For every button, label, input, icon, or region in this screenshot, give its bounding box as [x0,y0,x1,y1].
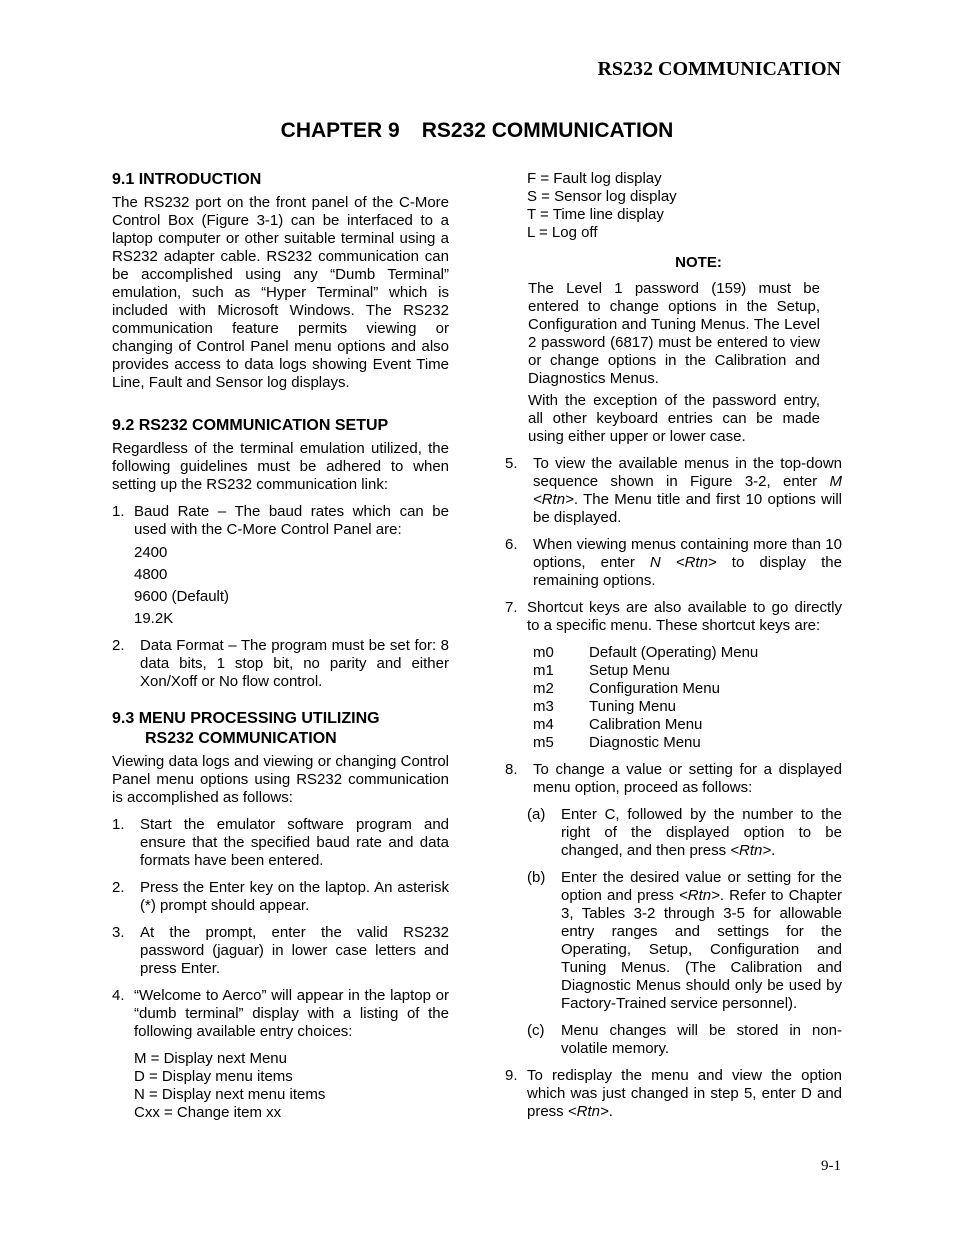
step-3 [112,924,449,978]
left-column [112,170,449,1122]
list-item-text: At the prompt, enter the valid RS232 password (jaguar) in lower case letters and press Enter. [140,924,449,977]
baud-rate-item: 2400 [134,544,168,561]
menu-processing-paragraph: Viewing data logs and viewing or changing Control Panel menu options using RS232 communication is accomplished as follows: [112,753,449,806]
list-marker: 1. [112,503,125,520]
entry-choices-list-continued [505,170,842,242]
baud-rate-list [112,544,449,628]
list-item-text: Enter C, followed by the number to the right of the displayed option to be changed, and then press <Rtn>. [561,806,842,859]
entry-choice: S = Sensor log display [527,188,677,205]
entry-choice: Cxx = Change item xx [134,1104,282,1121]
shortcut-row [533,644,842,662]
list-marker: (b) [527,869,546,886]
list-marker: 2. [112,637,125,654]
shortcut-key: m4 [533,716,554,733]
section-heading-introduction: 9.1 INTRODUCTION [112,171,262,188]
entry-choice: F = Fault log display [527,170,662,187]
entry-choice: L = Log off [527,224,598,241]
shortcut-row [533,734,842,752]
list-marker: 7. [505,599,518,616]
baud-rate-item: 4800 [134,566,168,583]
note-paragraph: The Level 1 password (159) must be entered to change options in the Setup, Configuration and Tuning Menus. The Level 2 password (6817) must be entered to view or change options in the Calibration and Diagnostics Menus. [528,280,820,387]
list-item-text: “Welcome to Aerco” will appear in the laptop or “dumb terminal” display with a listing of the following available entry choices: [134,987,449,1040]
list-marker: 3. [112,924,125,941]
shortcut-menu: Diagnostic Menu [589,734,701,751]
list-marker: 5. [505,455,518,472]
shortcut-menu: Setup Menu [589,662,670,679]
step-4 [112,987,449,1041]
setup-item-baud-rate [112,503,449,539]
list-item-text: Data Format – The program must be set for: 8 data bits, 1 stop bit, no parity and either Xon/Xoff or No flow control. [140,637,449,690]
shortcut-key: m0 [533,644,554,661]
list-item-text: Menu changes will be stored in non-volatile memory. [561,1022,842,1057]
introduction-paragraph: The RS232 port on the front panel of the C-More Control Box (Figure 3-1) can be interfaced to a laptop computer or other suitable terminal using a RS232 adapter cable. RS232 communication can be accomplished using any “Dumb Terminal” emulation, such as “Hyper Terminal” which is included with Microsoft Windows. The RS232 communication feature permits viewing or changing of Control Panel menu options and also provides access to data logs showing Event Time Line, Fault and Sensor log displays. [112,194,449,391]
substep-c [527,1022,842,1058]
shortcut-row [533,698,842,716]
shortcut-key: m1 [533,662,554,679]
list-marker: 1. [112,816,125,833]
shortcut-row [533,716,842,734]
section-heading-setup: 9.2 RS232 COMMUNICATION SETUP [112,417,389,434]
entry-choice: M = Display next Menu [134,1050,287,1067]
section-heading-menu-processing: 9.3 MENU PROCESSING UTILIZING RS232 COMMUNICATION [112,710,380,747]
step-8-substeps [505,806,842,1058]
list-marker: 4. [112,987,125,1004]
shortcut-row [533,680,842,698]
shortcut-menu: Configuration Menu [589,680,720,697]
setup-paragraph: Regardless of the terminal emulation utilized, the following guidelines must be adhered to when setting up the RS232 communication link: [112,440,449,493]
setup-item-data-format [112,637,449,691]
shortcut-menu: Default (Operating) Menu [589,644,759,661]
step-2 [112,879,449,915]
shortcut-key: m3 [533,698,554,715]
step-8 [505,761,842,797]
list-item-text: Start the emulator software program and ensure that the specified baud rate and data formats have been entered. [140,816,449,869]
shortcut-menu: Calibration Menu [589,716,703,733]
chapter-name: RS232 COMMUNICATION [421,119,674,142]
entry-choice: T = Time line display [527,206,664,223]
step-5 [505,455,842,527]
chapter-title [0,118,954,144]
note-heading: NOTE: [675,254,722,271]
list-item-text: To change a value or setting for a displayed menu option, proceed as follows: [533,761,842,796]
note-paragraph: With the exception of the password entry, all other keyboard entries can be made using either upper or lower case. [528,392,820,445]
list-marker: 8. [505,761,518,778]
step-1 [112,816,449,870]
shortcut-key: m2 [533,680,554,697]
list-marker: (c) [527,1022,545,1039]
list-marker: 9. [505,1067,518,1084]
baud-rate-item: 19.2K [134,610,174,627]
chapter-number: CHAPTER 9 [280,119,400,142]
list-marker: 2. [112,879,125,896]
step-9 [505,1067,842,1121]
step-7 [505,599,842,635]
substep-a [527,806,842,860]
list-item-text: To view the available menus in the top-down sequence shown in Figure 3-2, enter M <Rtn>. The Menu title and first 10 options will be displayed. [533,455,842,526]
entry-choice: D = Display menu items [134,1068,293,1085]
entry-choice: N = Display next menu items [134,1086,326,1103]
list-item-text: Baud Rate – The baud rates which can be used with the C-More Control Panel are: [134,503,449,538]
list-marker: (a) [527,806,546,823]
list-item-text: To redisplay the menu and view the option which was just changed in step 5, enter D and press <Rtn>. [527,1067,842,1120]
list-item-text: Shortcut keys are also available to go directly to a specific menu. These shortcut keys are: [527,599,842,634]
running-header: RS232 COMMUNICATION [597,58,841,80]
shortcut-row [533,662,842,680]
list-item-text: Press the Enter key on the laptop. An asterisk (*) prompt should appear. [140,879,449,914]
list-item-text: Enter the desired value or setting for the option and press <Rtn>. Refer to Chapter 3, Tables 3-2 through 3-5 for allowable entry ranges and settings for the Operating, Setup, Configuration and Tuning Menus. (The Calibration and Diagnostic Menus should only be used by Factory-Trained service personnel). [561,869,842,1012]
page-number: 9-1 [821,1158,841,1174]
shortcut-keys-list [505,644,842,752]
note-body [505,280,842,446]
entry-choices-list [112,1050,449,1122]
right-column [505,170,842,1121]
shortcut-menu: Tuning Menu [589,698,676,715]
baud-rate-item: 9600 (Default) [134,588,230,605]
list-marker: 6. [505,536,518,553]
substep-b [527,869,842,1013]
list-item-text: When viewing menus containing more than 10 options, enter N <Rtn> to display the remaining options. [533,536,842,589]
step-6 [505,536,842,590]
shortcut-key: m5 [533,734,554,751]
